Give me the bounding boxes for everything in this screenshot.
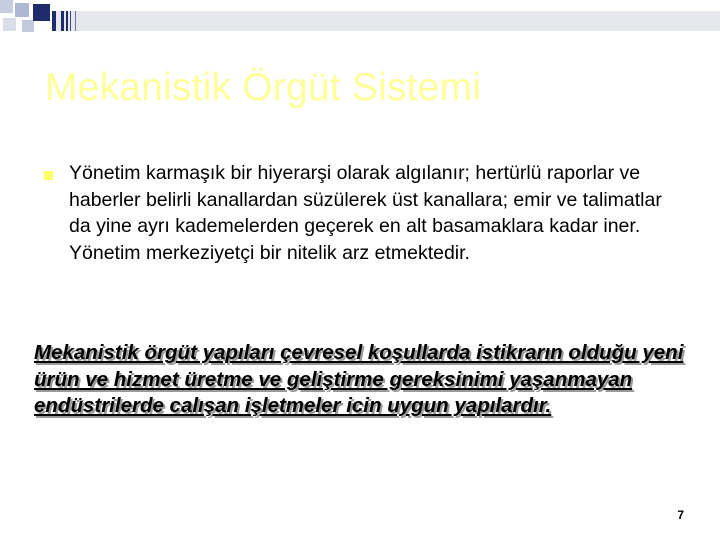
bullet-item (44, 160, 684, 266)
page-number: 7 (677, 508, 684, 522)
deco-square-light-3 (3, 18, 16, 31)
header-banner (52, 11, 720, 31)
bullet-text: Yönetim karmaşık bir hiyerarşi olarak algılanır; hertürlü raporlar ve haberler belirli kanallardan süzülerek üst kanallara; emir ve talimatlar da yine ayrı kademelerden geçerek en alt basamaklara kadar iner. Yönetim merkeziyetçi bir nitelik arz etmektedir. (69, 162, 662, 264)
square-bullet-icon (44, 171, 53, 180)
emphasis-paragraph: Mekanistik örgüt yapıları çevresel koşullarda istikrarın olduğu yeni ürün ve hizmet üretme ve geliştirme gereksinimi yaşanmayan endüstrilerde calışan işletmeler icin uygun yapılardır. (34, 341, 684, 417)
deco-square-light-1 (0, 0, 13, 13)
slide-title: Mekanistik Örgüt Sistemi (45, 66, 482, 109)
deco-square-dark (33, 4, 50, 21)
deco-square-light-2 (15, 3, 29, 17)
deco-square-light-4 (22, 20, 34, 32)
corner-squares-decoration (0, 0, 60, 50)
